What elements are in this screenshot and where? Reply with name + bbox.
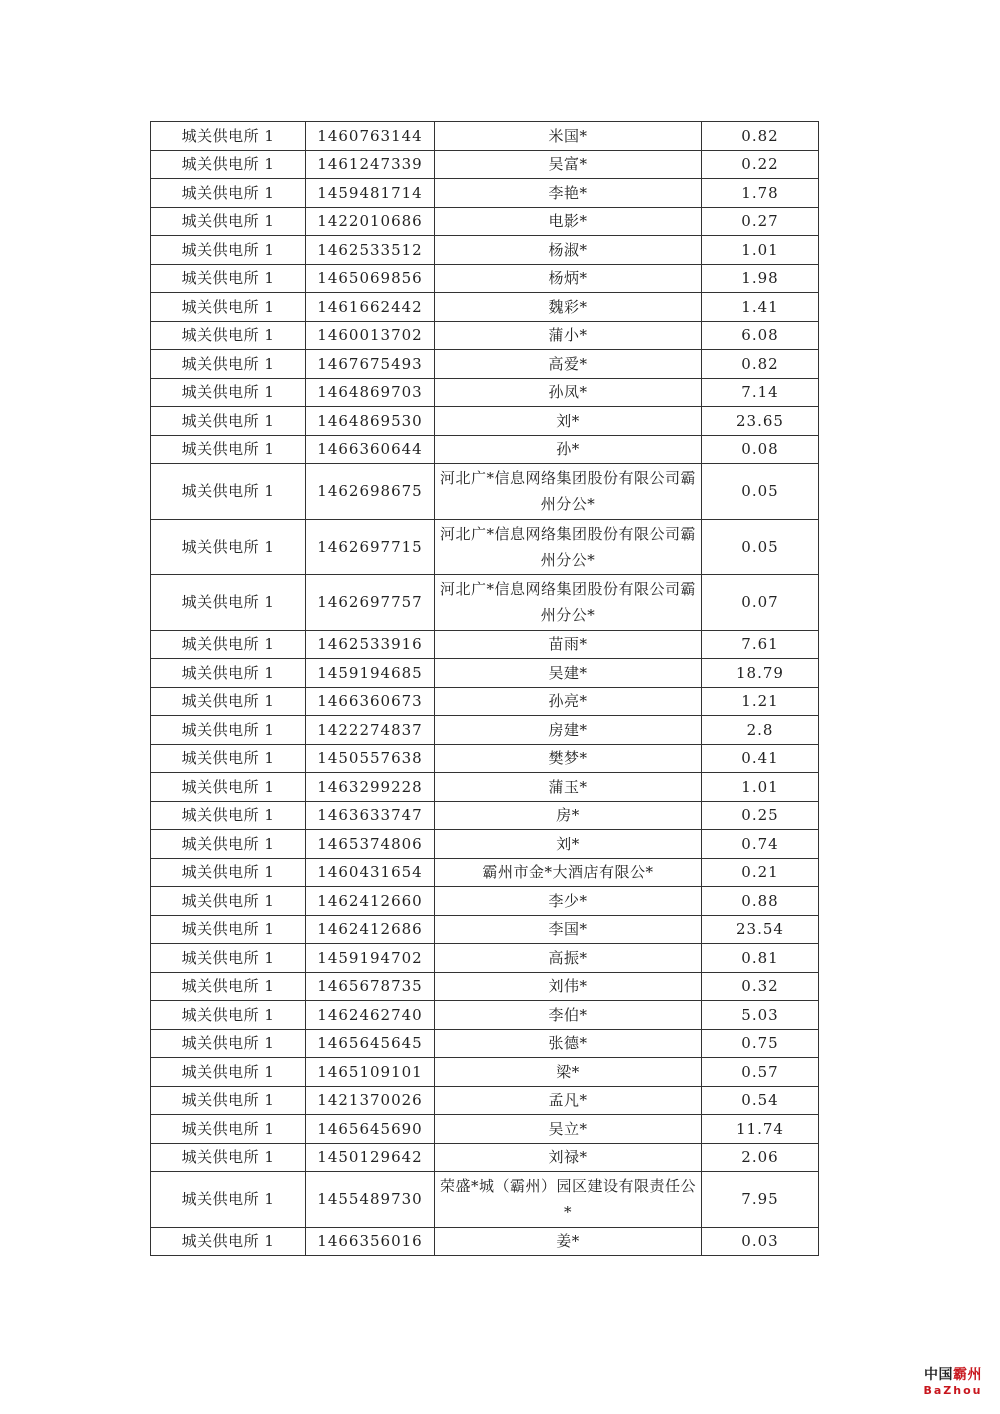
cell-station: 城关供电所 1: [151, 293, 306, 322]
table-row: [151, 207, 819, 236]
cell-station: 城关供电所 1: [151, 773, 306, 802]
cell-customer-name: 梁*: [435, 1058, 702, 1087]
cell-amount: 11.74: [702, 1115, 819, 1144]
cell-amount: 7.61: [702, 630, 819, 659]
table-row: [151, 716, 819, 745]
site-watermark: [917, 1366, 989, 1398]
cell-amount: 1.78: [702, 179, 819, 208]
cell-customer-name: 河北广*信息网络集团股份有限公司霸州分公*: [435, 464, 702, 520]
cell-station: 城关供电所 1: [151, 716, 306, 745]
cell-customer-name: 孙凤*: [435, 378, 702, 407]
cell-account-number: 1421370026: [306, 1086, 435, 1115]
cell-amount: 0.05: [702, 464, 819, 520]
cell-customer-name: 房*: [435, 801, 702, 830]
cell-customer-name: 李艳*: [435, 179, 702, 208]
cell-station: 城关供电所 1: [151, 830, 306, 859]
cell-station: 城关供电所 1: [151, 350, 306, 379]
table-row: [151, 887, 819, 916]
cell-station: 城关供电所 1: [151, 1086, 306, 1115]
cell-amount: 5.03: [702, 1001, 819, 1030]
cell-customer-name: 孙*: [435, 435, 702, 464]
cell-station: 城关供电所 1: [151, 407, 306, 436]
cell-account-number: 1466360673: [306, 687, 435, 716]
cell-amount: 23.65: [702, 407, 819, 436]
cell-account-number: 1422274837: [306, 716, 435, 745]
cell-customer-name: 刘禄*: [435, 1143, 702, 1172]
table-row: [151, 1143, 819, 1172]
cell-account-number: 1466356016: [306, 1227, 435, 1256]
table-row: [151, 830, 819, 859]
cell-account-number: 1450129642: [306, 1143, 435, 1172]
table-row: [151, 407, 819, 436]
cell-amount: 0.41: [702, 744, 819, 773]
table-row: [151, 1001, 819, 1030]
cell-station: 城关供电所 1: [151, 150, 306, 179]
cell-customer-name: 李伯*: [435, 1001, 702, 1030]
cell-account-number: 1460013702: [306, 321, 435, 350]
cell-account-number: 1462697757: [306, 575, 435, 631]
cell-amount: 0.22: [702, 150, 819, 179]
table-row: [151, 236, 819, 265]
cell-amount: 0.82: [702, 122, 819, 151]
cell-amount: 0.25: [702, 801, 819, 830]
cell-amount: 0.32: [702, 972, 819, 1001]
cell-station: 城关供电所 1: [151, 1143, 306, 1172]
cell-station: 城关供电所 1: [151, 264, 306, 293]
cell-amount: 0.82: [702, 350, 819, 379]
cell-amount: 18.79: [702, 659, 819, 688]
cell-customer-name: 孟凡*: [435, 1086, 702, 1115]
cell-amount: 0.07: [702, 575, 819, 631]
cell-account-number: 1422010686: [306, 207, 435, 236]
cell-customer-name: 李少*: [435, 887, 702, 916]
cell-amount: 0.54: [702, 1086, 819, 1115]
cell-customer-name: 刘伟*: [435, 972, 702, 1001]
cell-station: 城关供电所 1: [151, 378, 306, 407]
cell-customer-name: 蒲小*: [435, 321, 702, 350]
cell-station: 城关供电所 1: [151, 1172, 306, 1228]
cell-account-number: 1460431654: [306, 858, 435, 887]
cell-station: 城关供电所 1: [151, 687, 306, 716]
cell-customer-name: 米国*: [435, 122, 702, 151]
cell-amount: 0.74: [702, 830, 819, 859]
cell-customer-name: 李国*: [435, 915, 702, 944]
cell-customer-name: 杨淑*: [435, 236, 702, 265]
cell-amount: 1.01: [702, 773, 819, 802]
table-row: [151, 1172, 819, 1228]
cell-customer-name: 张德*: [435, 1029, 702, 1058]
cell-amount: 0.03: [702, 1227, 819, 1256]
cell-account-number: 1465678735: [306, 972, 435, 1001]
cell-account-number: 1462412686: [306, 915, 435, 944]
table-row: [151, 264, 819, 293]
cell-station: 城关供电所 1: [151, 435, 306, 464]
cell-amount: 7.95: [702, 1172, 819, 1228]
cell-station: 城关供电所 1: [151, 630, 306, 659]
cell-amount: 7.14: [702, 378, 819, 407]
cell-station: 城关供电所 1: [151, 915, 306, 944]
cell-account-number: 1465645645: [306, 1029, 435, 1058]
cell-station: 城关供电所 1: [151, 1029, 306, 1058]
table-row: [151, 464, 819, 520]
cell-account-number: 1463633747: [306, 801, 435, 830]
cell-account-number: 1462462740: [306, 1001, 435, 1030]
cell-account-number: 1466360644: [306, 435, 435, 464]
table-row: [151, 858, 819, 887]
cell-account-number: 1467675493: [306, 350, 435, 379]
cell-station: 城关供电所 1: [151, 1115, 306, 1144]
cell-station: 城关供电所 1: [151, 179, 306, 208]
cell-account-number: 1459194702: [306, 944, 435, 973]
cell-account-number: 1462697715: [306, 519, 435, 575]
cell-amount: 0.57: [702, 1058, 819, 1087]
cell-amount: 0.05: [702, 519, 819, 575]
cell-amount: 0.75: [702, 1029, 819, 1058]
cell-account-number: 1455489730: [306, 1172, 435, 1228]
cell-account-number: 1459194685: [306, 659, 435, 688]
cell-customer-name: 魏彩*: [435, 293, 702, 322]
cell-amount: 2.06: [702, 1143, 819, 1172]
cell-amount: 6.08: [702, 321, 819, 350]
cell-station: 城关供电所 1: [151, 122, 306, 151]
table-row: [151, 744, 819, 773]
cell-account-number: 1465645690: [306, 1115, 435, 1144]
cell-account-number: 1450557638: [306, 744, 435, 773]
cell-amount: 23.54: [702, 915, 819, 944]
cell-amount: 2.8: [702, 716, 819, 745]
cell-amount: 0.81: [702, 944, 819, 973]
cell-customer-name: 孙亮*: [435, 687, 702, 716]
cell-account-number: 1462533512: [306, 236, 435, 265]
cell-station: 城关供电所 1: [151, 464, 306, 520]
table-row: [151, 122, 819, 151]
cell-customer-name: 高振*: [435, 944, 702, 973]
cell-customer-name: 河北广*信息网络集团股份有限公司霸州分公*: [435, 519, 702, 575]
table-row: [151, 915, 819, 944]
cell-customer-name: 吴立*: [435, 1115, 702, 1144]
cell-account-number: 1464869703: [306, 378, 435, 407]
cell-station: 城关供电所 1: [151, 972, 306, 1001]
table-row: [151, 179, 819, 208]
table-row: [151, 801, 819, 830]
cell-station: 城关供电所 1: [151, 236, 306, 265]
cell-station: 城关供电所 1: [151, 1001, 306, 1030]
table-row: [151, 150, 819, 179]
cell-account-number: 1460763144: [306, 122, 435, 151]
cell-customer-name: 刘*: [435, 407, 702, 436]
cell-customer-name: 刘*: [435, 830, 702, 859]
table-row: [151, 1058, 819, 1087]
table-row: [151, 972, 819, 1001]
cell-customer-name: 吴富*: [435, 150, 702, 179]
cell-account-number: 1463299228: [306, 773, 435, 802]
table-row: [151, 630, 819, 659]
table-row: [151, 321, 819, 350]
cell-customer-name: 河北广*信息网络集团股份有限公司霸州分公*: [435, 575, 702, 631]
cell-amount: 0.88: [702, 887, 819, 916]
table-row: [151, 687, 819, 716]
table-body: [151, 122, 819, 1256]
data-table: [150, 121, 819, 1256]
cell-station: 城关供电所 1: [151, 519, 306, 575]
cell-account-number: 1464869530: [306, 407, 435, 436]
watermark-cn-part1: 中国: [924, 1367, 953, 1383]
table-row: [151, 944, 819, 973]
cell-account-number: 1461247339: [306, 150, 435, 179]
table-row: [151, 350, 819, 379]
cell-amount: 1.98: [702, 264, 819, 293]
cell-customer-name: 房建*: [435, 716, 702, 745]
cell-station: 城关供电所 1: [151, 659, 306, 688]
cell-station: 城关供电所 1: [151, 744, 306, 773]
cell-customer-name: 霸州市金*大酒店有限公*: [435, 858, 702, 887]
cell-station: 城关供电所 1: [151, 944, 306, 973]
watermark-cn-part2: 霸州: [953, 1367, 982, 1383]
table-row: [151, 773, 819, 802]
cell-station: 城关供电所 1: [151, 887, 306, 916]
table-row: [151, 575, 819, 631]
cell-customer-name: 樊梦*: [435, 744, 702, 773]
cell-account-number: 1465374806: [306, 830, 435, 859]
cell-customer-name: 高爱*: [435, 350, 702, 379]
cell-amount: 0.21: [702, 858, 819, 887]
table-row: [151, 519, 819, 575]
cell-amount: 1.41: [702, 293, 819, 322]
cell-account-number: 1462412660: [306, 887, 435, 916]
table-row: [151, 1086, 819, 1115]
cell-account-number: 1465069856: [306, 264, 435, 293]
cell-account-number: 1462698675: [306, 464, 435, 520]
cell-amount: 1.01: [702, 236, 819, 265]
table-row: [151, 1227, 819, 1256]
cell-station: 城关供电所 1: [151, 1227, 306, 1256]
table-row: [151, 1029, 819, 1058]
table-row: [151, 435, 819, 464]
watermark-latin: BaZhou: [923, 1384, 983, 1397]
cell-account-number: 1462533916: [306, 630, 435, 659]
cell-customer-name: 电影*: [435, 207, 702, 236]
watermark-cn: [917, 1366, 989, 1384]
cell-station: 城关供电所 1: [151, 207, 306, 236]
table-row: [151, 659, 819, 688]
cell-customer-name: 杨炳*: [435, 264, 702, 293]
cell-account-number: 1465109101: [306, 1058, 435, 1087]
cell-station: 城关供电所 1: [151, 1058, 306, 1087]
cell-customer-name: 蒲玉*: [435, 773, 702, 802]
cell-customer-name: 苗雨*: [435, 630, 702, 659]
table-row: [151, 1115, 819, 1144]
cell-station: 城关供电所 1: [151, 801, 306, 830]
cell-station: 城关供电所 1: [151, 321, 306, 350]
cell-account-number: 1459481714: [306, 179, 435, 208]
cell-account-number: 1461662442: [306, 293, 435, 322]
cell-customer-name: 荣盛*城（霸州）园区建设有限责任公*: [435, 1172, 702, 1228]
cell-amount: 0.08: [702, 435, 819, 464]
cell-customer-name: 姜*: [435, 1227, 702, 1256]
cell-amount: 1.21: [702, 687, 819, 716]
cell-station: 城关供电所 1: [151, 858, 306, 887]
cell-station: 城关供电所 1: [151, 575, 306, 631]
cell-customer-name: 吴建*: [435, 659, 702, 688]
table-row: [151, 378, 819, 407]
cell-amount: 0.27: [702, 207, 819, 236]
table-row: [151, 293, 819, 322]
